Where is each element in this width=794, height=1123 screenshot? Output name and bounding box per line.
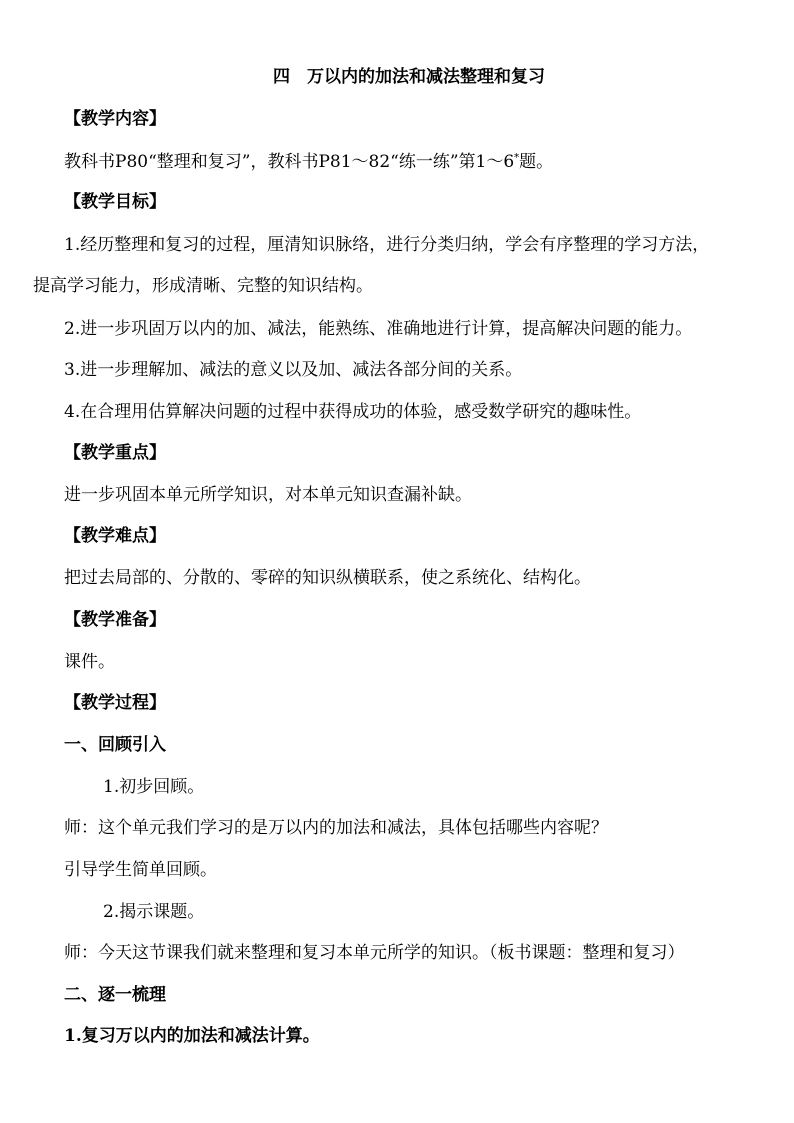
- part-2-heading: 二、逐一梳理: [64, 985, 166, 1005]
- teaching-content-text: [64, 150, 553, 174]
- teaching-content-main: 教科书P80“整理和复习”，教科书P81～82“练一练”第1～6: [64, 152, 515, 172]
- part-1-guide: 引导学生简单回顾。: [64, 860, 217, 880]
- teaching-goals-heading: 【教学目标】: [64, 192, 166, 212]
- goal-3: 3.进一步理解加、减法的意义以及加、减法各部分间的关系。: [64, 360, 523, 380]
- part-1-heading: 一、回顾引入: [64, 735, 166, 755]
- teaching-content-sup: *: [514, 152, 520, 164]
- preparation-text: 课件。: [64, 652, 115, 672]
- key-points-heading: 【教学重点】: [64, 443, 166, 463]
- teaching-content-heading: 【教学内容】: [64, 109, 166, 129]
- difficulties-text: 把过去局部的、分散的、零碎的知识纵横联系，使之系统化、结构化。: [64, 568, 591, 588]
- part-1-teacher-intro: 师：今天这节课我们就来整理和复习本单元所学的知识。（板书课题：整理和复习）: [64, 943, 685, 963]
- goal-1-line-1: 1.经历整理和复习的过程，厘清知识脉络，进行分类归纳，学会有序整理的学习方法，: [64, 235, 710, 255]
- goal-2: 2.进一步巩固万以内的加、减法，能熟练、准确地进行计算，提高解决问题的能力。: [64, 319, 693, 339]
- part-1-step-2: 2.揭示课题。: [103, 902, 205, 922]
- key-points-text: 进一步巩固本单元所学知识，对本单元知识查漏补缺。: [64, 485, 472, 505]
- difficulties-heading: 【教学难点】: [64, 526, 166, 546]
- goal-4: 4.在合理用估算解决问题的过程中获得成功的体验，感受数学研究的趣味性。: [64, 402, 642, 422]
- part-2-item-1: 1.复习万以内的加法和减法计算。: [64, 1026, 320, 1046]
- goal-1-line-2: 提高学习能力，形成清晰、完整的知识结构。: [33, 276, 373, 296]
- process-heading: 【教学过程】: [64, 693, 166, 713]
- part-1-teacher-question: 师：这个单元我们学习的是万以内的加法和减法，具体包括哪些内容呢？: [64, 818, 608, 838]
- page-title: 四 万以内的加法和减法整理和复习: [273, 67, 545, 87]
- teaching-content-end: 题。: [519, 152, 554, 172]
- part-1-step-1: 1.初步回顾。: [103, 777, 205, 797]
- preparation-heading: 【教学准备】: [64, 610, 166, 630]
